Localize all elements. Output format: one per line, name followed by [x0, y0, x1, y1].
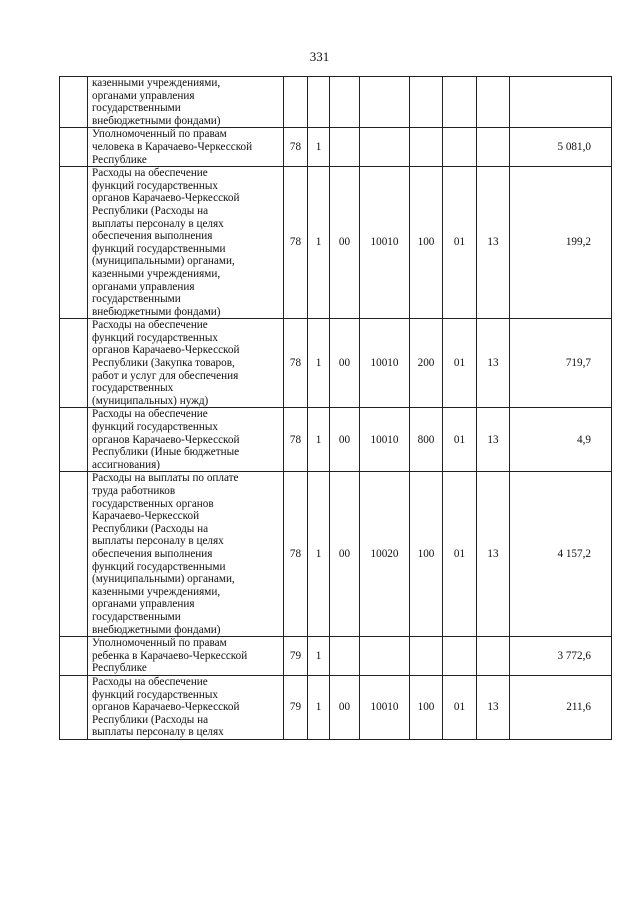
- pr-cell: 00: [330, 167, 360, 319]
- name-cell: [88, 77, 284, 128]
- item-name: Уполномоченный по правам человека в Карачаево-Черкесской Республике: [92, 128, 253, 166]
- sum-cell: 211,6: [510, 675, 612, 739]
- item-name: Уполномоченный по правам ребенка в Карачаево-Черкесской Республике: [92, 637, 248, 675]
- name-cell: [88, 319, 284, 408]
- row-number-cell: [60, 128, 88, 167]
- ved-cell: 79: [284, 637, 308, 676]
- k1-cell: 01: [443, 675, 477, 739]
- table-row: [60, 77, 612, 128]
- table-row: [60, 472, 612, 637]
- page-number: 331: [309, 49, 330, 64]
- name-cell: [88, 408, 284, 472]
- ved-cell: 78: [284, 472, 308, 637]
- name-cell: [88, 472, 284, 637]
- k1-cell: 01: [443, 167, 477, 319]
- vr-cell: 100: [410, 472, 443, 637]
- k2-cell: 13: [477, 167, 510, 319]
- row-number-cell: [60, 167, 88, 319]
- item-name: Расходы на обеспечение функций государственных органов Карачаево-Черкесской Республики (Закупка товаров, работ и услуг для обеспечения государственных (муниципальных) нужд): [92, 319, 240, 407]
- csr-cell: 10010: [360, 167, 410, 319]
- csr-cell: 10010: [360, 408, 410, 472]
- rz-cell: 1: [308, 637, 330, 676]
- k2-cell: [477, 77, 510, 128]
- item-name: Расходы на обеспечение функций государственных органов Карачаево-Черкесской Республики (Расходы на выплаты персоналу в целях: [92, 675, 240, 739]
- row-number-cell: [60, 77, 88, 128]
- k2-cell: [477, 637, 510, 676]
- k1-cell: [443, 77, 477, 128]
- vr-cell: [410, 128, 443, 167]
- rz-cell: 1: [308, 167, 330, 319]
- csr-cell: 10020: [360, 472, 410, 637]
- sum-cell: [510, 77, 612, 128]
- table-row: [60, 167, 612, 319]
- k2-cell: [477, 128, 510, 167]
- k1-cell: [443, 637, 477, 676]
- row-number-cell: [60, 637, 88, 676]
- pr-cell: 00: [330, 319, 360, 408]
- sum-cell: 199,2: [510, 167, 612, 319]
- k2-cell: 13: [477, 319, 510, 408]
- rz-cell: 1: [308, 675, 330, 739]
- pr-cell: 00: [330, 472, 360, 637]
- ved-cell: [284, 77, 308, 128]
- rz-cell: 1: [308, 128, 330, 167]
- csr-cell: [360, 77, 410, 128]
- vr-cell: 100: [410, 675, 443, 739]
- sum-cell: 4 157,2: [510, 472, 612, 637]
- row-number-cell: [60, 472, 88, 637]
- table-row: [60, 319, 612, 408]
- pr-cell: 00: [330, 408, 360, 472]
- k1-cell: 01: [443, 472, 477, 637]
- table-row: [60, 637, 612, 676]
- sum-cell: 4,9: [510, 408, 612, 472]
- rz-cell: [308, 77, 330, 128]
- ved-cell: 78: [284, 408, 308, 472]
- table-row: [60, 675, 612, 739]
- k1-cell: 01: [443, 319, 477, 408]
- pr-cell: [330, 637, 360, 676]
- item-name: казенными учреждениями, органами управления государственными внебюджетными фондами): [92, 77, 221, 127]
- ved-cell: 78: [284, 128, 308, 167]
- row-number-cell: [60, 675, 88, 739]
- vr-cell: [410, 637, 443, 676]
- vr-cell: 800: [410, 408, 443, 472]
- item-name: Расходы на выплаты по оплате труда работников государственных органов Карачаево-Черкесской Республики (Расходы на выплаты персоналу в целях обеспечения выполнения функций государственными (муниципальными) органами, казенными учреждениями, органами управления государственными внебюджетными фондами): [92, 472, 239, 636]
- sum-cell: 719,7: [510, 319, 612, 408]
- rz-cell: 1: [308, 319, 330, 408]
- pr-cell: 00: [330, 675, 360, 739]
- k2-cell: 13: [477, 675, 510, 739]
- sum-cell: 3 772,6: [510, 637, 612, 676]
- rz-cell: 1: [308, 472, 330, 637]
- name-cell: [88, 167, 284, 319]
- csr-cell: [360, 637, 410, 676]
- table-body: [60, 77, 612, 740]
- name-cell: [88, 128, 284, 167]
- item-name: Расходы на обеспечение функций государственных органов Карачаево-Черкесской Республики (Иные бюджетные ассигнования): [92, 408, 240, 471]
- row-number-cell: [60, 319, 88, 408]
- name-cell: [88, 675, 284, 739]
- vr-cell: [410, 77, 443, 128]
- row-number-cell: [60, 408, 88, 472]
- vr-cell: 200: [410, 319, 443, 408]
- name-cell: [88, 637, 284, 676]
- csr-cell: 10010: [360, 319, 410, 408]
- ved-cell: 78: [284, 319, 308, 408]
- ved-cell: 79: [284, 675, 308, 739]
- csr-cell: [360, 128, 410, 167]
- budget-table: [59, 76, 612, 740]
- table-row: [60, 408, 612, 472]
- rz-cell: 1: [308, 408, 330, 472]
- sum-cell: 5 081,0: [510, 128, 612, 167]
- pr-cell: [330, 128, 360, 167]
- vr-cell: 100: [410, 167, 443, 319]
- k1-cell: [443, 128, 477, 167]
- k2-cell: 13: [477, 408, 510, 472]
- table-row: [60, 128, 612, 167]
- k1-cell: 01: [443, 408, 477, 472]
- pr-cell: [330, 77, 360, 128]
- ved-cell: 78: [284, 167, 308, 319]
- csr-cell: 10010: [360, 675, 410, 739]
- item-name: Расходы на обеспечение функций государственных органов Карачаево-Черкесской Республики (Расходы на выплаты персоналу в целях обеспечения выполнения функций государственными (муниципальными) органами, казенными учреждениями, органами управления государственными внебюджетными фондами): [92, 167, 240, 318]
- k2-cell: 13: [477, 472, 510, 637]
